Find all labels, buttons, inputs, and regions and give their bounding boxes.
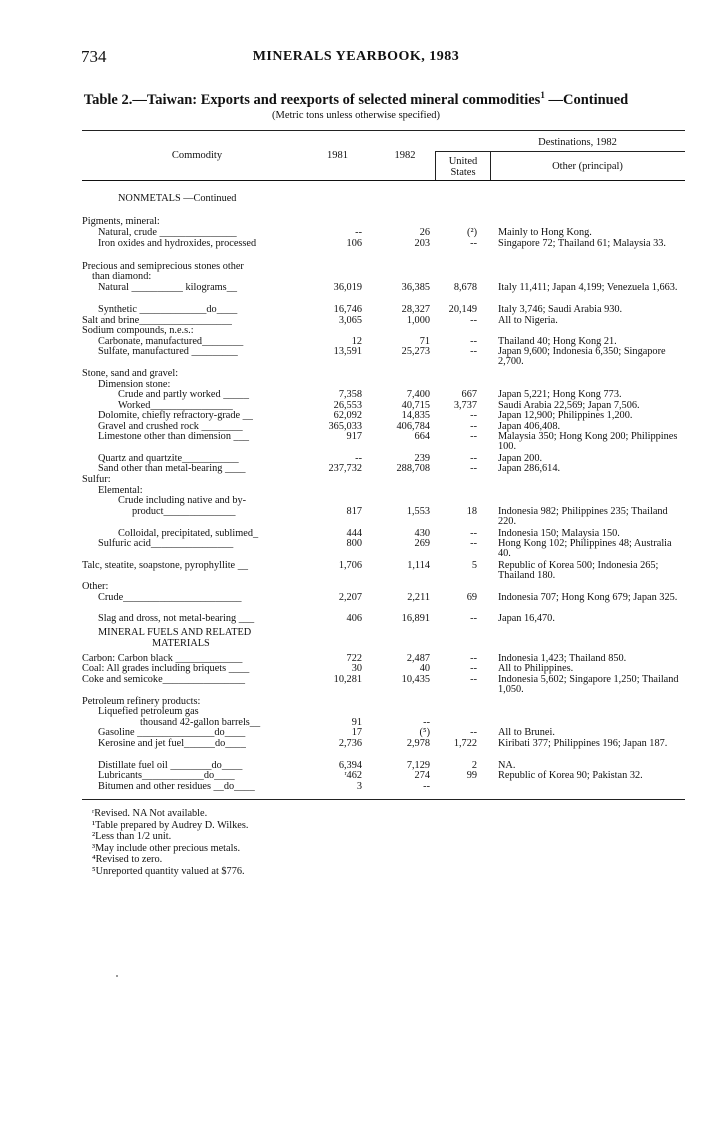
value-us-cell: -- xyxy=(470,463,477,474)
commodity-cell: Colloidal, precipitated, sublimed_ xyxy=(118,528,259,539)
value-1981-cell: 62,092 xyxy=(333,410,362,421)
value-us-cell: -- xyxy=(470,421,477,432)
value-us-cell: 1,722 xyxy=(453,738,477,749)
value-1981-cell: 7,358 xyxy=(338,389,362,400)
commodity-cell: Sulfur: xyxy=(82,474,111,485)
destination-other-cell: All to Nigeria. xyxy=(498,315,558,326)
destination-other-cell: Republic of Korea 500; Indonesia 265; Thailand 180. xyxy=(498,560,659,581)
value-1982-cell: 2,487 xyxy=(406,653,430,664)
value-1981-cell: 106 xyxy=(346,238,362,249)
commodity-cell: MATERIALS xyxy=(152,638,210,649)
footnote-1: ¹Table prepared by Audrey D. Wilkes. xyxy=(92,819,249,831)
value-us-cell: -- xyxy=(470,727,477,738)
commodity-cell: Crude including native and by- xyxy=(118,495,247,506)
commodity-cell: Sand other than metal-bearing ____ xyxy=(98,463,246,474)
commodity-cell: Lubricants____________do____ xyxy=(98,770,235,781)
value-us-cell: -- xyxy=(470,653,477,664)
destination-other-cell: Indonesia 5,602; Singapore 1,250; Thailand 1,050. xyxy=(498,674,679,695)
destination-other-cell: Malaysia 350; Hong Kong 200; Philippines 100. xyxy=(498,431,678,452)
destination-other-cell: Indonesia 707; Hong Kong 679; Japan 325. xyxy=(498,592,678,603)
value-1981-cell: 237,732 xyxy=(328,463,362,474)
value-us-cell: 3,737 xyxy=(453,400,477,411)
value-1981-cell: 917 xyxy=(346,431,362,442)
value-1981-cell: 26,553 xyxy=(333,400,362,411)
value-us-cell: -- xyxy=(470,674,477,685)
commodity-cell: Iron oxides and hydroxides, processed xyxy=(98,238,257,249)
footnote-revised: ʳRevised. NA Not available. xyxy=(92,808,208,819)
commodity-cell: Natural __________ kilograms__ xyxy=(98,282,237,293)
commodity-cell: Dolomite, chiefly refractory-grade __ xyxy=(98,410,253,421)
destination-other-cell: Japan 5,221; Hong Kong 773. xyxy=(498,389,622,400)
destination-other-cell: All to Brunei. xyxy=(498,727,555,738)
value-us-cell: -- xyxy=(470,410,477,421)
value-1981-cell: -- xyxy=(355,227,362,238)
footnotes xyxy=(92,808,248,878)
footnote-3: ³May include other precious metals. xyxy=(92,842,241,854)
destination-other-cell: Japan 16,470. xyxy=(498,613,555,624)
value-1982-cell: 25,273 xyxy=(401,346,430,357)
destination-other-cell: All to Philippines. xyxy=(498,663,574,674)
value-us-cell: -- xyxy=(470,613,477,624)
commodity-cell: product______________ xyxy=(132,506,236,517)
commodity-cell: Bitumen and other residues __do____ xyxy=(98,781,255,792)
value-1982-cell: 26 xyxy=(419,227,430,238)
commodity-cell: Precious and semiprecious stones other xyxy=(82,261,244,272)
value-us-cell: -- xyxy=(470,538,477,549)
destination-other-cell: Italy 11,411; Japan 4,199; Venezuela 1,663. xyxy=(498,282,678,293)
value-1981-cell: 444 xyxy=(346,528,362,539)
value-1982-cell: 28,327 xyxy=(401,304,430,315)
value-us-cell: 69 xyxy=(466,592,477,603)
value-1981-cell: 6,394 xyxy=(338,760,362,771)
commodity-cell: Dimension stone: xyxy=(98,379,171,390)
value-us-cell: 99 xyxy=(466,770,477,781)
table-title-footnote-mark: 1 xyxy=(540,90,545,100)
value-us-cell: -- xyxy=(470,453,477,464)
value-1981-cell: 2,207 xyxy=(338,592,362,603)
value-1982-cell: 1,553 xyxy=(406,506,430,517)
page-speck xyxy=(116,975,118,977)
destination-other-cell: Indonesia 982; Philippines 235; Thailand 220. xyxy=(498,506,668,527)
page-number: 734 xyxy=(81,47,107,66)
value-1982-cell: 664 xyxy=(414,431,430,442)
commodity-cell: thousand 42-gallon barrels__ xyxy=(140,717,261,728)
value-1982-cell: 274 xyxy=(414,770,430,781)
value-1981-cell: 2,736 xyxy=(338,738,362,749)
value-us-cell: -- xyxy=(470,238,477,249)
destination-other-cell: Japan 12,900; Philippines 1,200. xyxy=(498,410,633,421)
value-us-cell: 5 xyxy=(471,560,477,571)
commodity-cell: Crude_______________________ xyxy=(98,592,242,603)
commodity-cell: Gasoline _______________do____ xyxy=(98,727,246,738)
value-us-cell: -- xyxy=(470,431,477,442)
value-1981-cell: 1,706 xyxy=(338,560,362,571)
header-1982: 1982 xyxy=(394,150,416,161)
value-1982-cell: 1,114 xyxy=(407,560,430,571)
value-us-cell: (²) xyxy=(467,227,477,238)
destination-other-cell: Republic of Korea 90; Pakistan 32. xyxy=(498,770,643,781)
value-1981-cell: 12 xyxy=(351,336,362,347)
value-1982-cell: 288,708 xyxy=(396,463,430,474)
running-head: MINERALS YEARBOOK, 1983 xyxy=(252,49,460,64)
value-1981-cell: 406 xyxy=(346,613,362,624)
commodity-cell: Worked________________ xyxy=(118,400,233,411)
destination-other-cell: NA. xyxy=(498,760,516,771)
value-1982-cell: 406,784 xyxy=(396,421,430,432)
commodity-cell: Crude and partly worked _____ xyxy=(118,389,249,400)
destination-other-cell: Saudi Arabia 22,569; Japan 7,506. xyxy=(498,400,640,411)
value-1981-cell: 16,746 xyxy=(333,304,362,315)
commodity-cell: Slag and dross, not metal-bearing ___ xyxy=(98,613,255,624)
commodity-cell: Pigments, mineral: xyxy=(82,216,160,227)
footnote-5: ⁵Unreported quantity valued at $776. xyxy=(92,865,245,877)
commodity-cell: Limestone other than dimension ___ xyxy=(98,431,249,442)
value-us-cell: -- xyxy=(470,663,477,674)
commodity-cell: Kerosine and jet fuel______do____ xyxy=(98,738,246,749)
destination-other-cell: Mainly to Hong Kong. xyxy=(498,227,592,238)
commodity-cell: Natural, crude _______________ xyxy=(98,227,237,238)
header-1981: 1981 xyxy=(327,150,348,161)
value-us-cell: -- xyxy=(470,528,477,539)
header-united-states: United States xyxy=(448,156,478,178)
commodity-cell: Carbonate, manufactured________ xyxy=(98,336,244,347)
value-1982-cell: 16,891 xyxy=(401,613,430,624)
value-us-cell: -- xyxy=(470,315,477,326)
value-1981-cell: 10,281 xyxy=(333,674,362,685)
value-1982-cell: 10,435 xyxy=(401,674,430,685)
value-1981-cell: 91 xyxy=(351,717,362,728)
commodity-cell: Liquefied petroleum gas xyxy=(98,706,199,717)
value-us-cell: -- xyxy=(470,346,477,357)
commodity-cell: Sodium compounds, n.e.s.: xyxy=(82,325,194,336)
commodity-cell: Sulfuric acid________________ xyxy=(98,538,234,549)
commodity-cell: Quartz and quartzite___________ xyxy=(98,453,239,464)
destination-other-cell: Indonesia 1,423; Thailand 850. xyxy=(498,653,627,664)
value-us-cell: 20,149 xyxy=(448,304,477,315)
value-1982-cell: 2,978 xyxy=(406,738,430,749)
commodity-cell: MINERAL FUELS AND RELATED xyxy=(98,627,252,638)
value-1981-cell: 722 xyxy=(346,653,362,664)
value-1982-cell: 40 xyxy=(419,663,430,674)
destination-other-cell: Japan 9,600; Indonesia 6,350; Singapore 2,700. xyxy=(498,346,666,367)
value-1982-cell: 71 xyxy=(419,336,430,347)
commodity-cell: Synthetic _____________do____ xyxy=(98,304,238,315)
value-1982-cell: 430 xyxy=(414,528,430,539)
value-1982-cell: (⁵) xyxy=(419,727,430,738)
value-1981-cell: 13,591 xyxy=(333,346,362,357)
value-1982-cell: 40,715 xyxy=(401,400,430,411)
footnote-4: ⁴Revised to zero. xyxy=(92,854,163,866)
header-other-principal: Other (principal) xyxy=(552,161,623,172)
value-1982-cell: 14,835 xyxy=(401,410,430,421)
value-1982-cell: 203 xyxy=(414,238,430,249)
value-1981-cell: 800 xyxy=(346,538,362,549)
destination-other-cell: Thailand 40; Hong Kong 21. xyxy=(498,336,617,347)
destination-other-cell: Indonesia 150; Malaysia 150. xyxy=(498,528,620,539)
value-1981-cell: ʳ462 xyxy=(344,770,362,781)
destination-other-cell: Singapore 72; Thailand 61; Malaysia 33. xyxy=(498,238,666,249)
value-1982-cell: 1,000 xyxy=(406,315,430,326)
table-bottom-rule xyxy=(82,799,685,800)
header-bottom-rule xyxy=(82,180,685,181)
destination-other-cell: Hong Kong 102; Philippines 48; Australia 40. xyxy=(498,538,672,559)
value-1981-cell: 365,033 xyxy=(328,421,362,432)
value-1982-cell: -- xyxy=(423,781,430,792)
commodity-cell: Sulfate, manufactured _________ xyxy=(98,346,238,357)
value-1981-cell: 3,065 xyxy=(338,315,362,326)
commodity-cell: Petroleum refinery products: xyxy=(82,696,201,707)
destinations-rule xyxy=(435,151,685,152)
destination-other-cell: Japan 200. xyxy=(498,453,543,464)
value-us-cell: 18 xyxy=(466,506,477,517)
table-title-suffix: —Continued xyxy=(544,91,629,108)
commodity-cell: Stone, sand and gravel: xyxy=(82,368,179,379)
destination-other-cell: Kiribati 377; Philippines 196; Japan 187. xyxy=(498,738,668,749)
commodity-cell: NONMETALS —Continued xyxy=(118,193,237,204)
value-1981-cell: -- xyxy=(355,453,362,464)
value-1982-cell: 2,211 xyxy=(407,592,430,603)
destination-other-cell: Japan 286,614. xyxy=(498,463,561,474)
value-us-cell: 8,678 xyxy=(453,282,477,293)
destination-other-cell: Italy 3,746; Saudi Arabia 930. xyxy=(498,304,623,315)
value-1981-cell: 36,019 xyxy=(333,282,362,293)
commodity-cell: Salt and brine__________________ xyxy=(82,315,232,326)
commodity-cell: Gravel and crushed rock ________ xyxy=(98,421,243,432)
value-1982-cell: 269 xyxy=(414,538,430,549)
table-title xyxy=(0,90,712,109)
value-1981-cell: 3 xyxy=(356,781,362,792)
value-1982-cell: 7,129 xyxy=(406,760,430,771)
commodity-cell: Elemental: xyxy=(98,485,143,496)
commodity-cell: Talc, steatite, soapstone, pyrophyllite __ xyxy=(82,560,248,571)
destination-other-cell: Japan 406,408. xyxy=(498,421,561,432)
table-subtitle: (Metric tons unless otherwise specified) xyxy=(272,110,440,121)
value-1981-cell: 817 xyxy=(346,506,362,517)
value-us-cell: -- xyxy=(470,336,477,347)
header-destinations: Destinations, 1982 xyxy=(538,137,617,148)
commodity-cell: Coke and semicoke________________ xyxy=(82,674,246,685)
value-us-cell: 2 xyxy=(471,760,477,771)
value-us-cell: 667 xyxy=(461,389,477,400)
value-1982-cell: 36,385 xyxy=(401,282,430,293)
header-divider-us xyxy=(435,151,436,180)
value-1981-cell: 17 xyxy=(351,727,362,738)
value-1982-cell: -- xyxy=(423,717,430,728)
commodity-cell: Coal: All grades including briquets ____ xyxy=(82,663,250,674)
commodity-cell: than diamond: xyxy=(92,271,152,282)
value-1982-cell: 7,400 xyxy=(406,389,430,400)
value-1982-cell: 239 xyxy=(414,453,430,464)
value-1981-cell: 30 xyxy=(351,663,362,674)
commodity-cell: Carbon: Carbon black _____________ xyxy=(82,653,243,664)
commodity-cell: Distillate fuel oil ________do____ xyxy=(98,760,243,771)
commodity-cell: Other: xyxy=(82,581,109,592)
header-commodity: Commodity xyxy=(171,150,223,161)
table-top-rule xyxy=(82,130,685,131)
table-title-text: Table 2.—Taiwan: Exports and reexports of selected mineral commodities xyxy=(83,91,541,108)
footnote-2: ²Less than 1/2 unit. xyxy=(92,831,172,843)
